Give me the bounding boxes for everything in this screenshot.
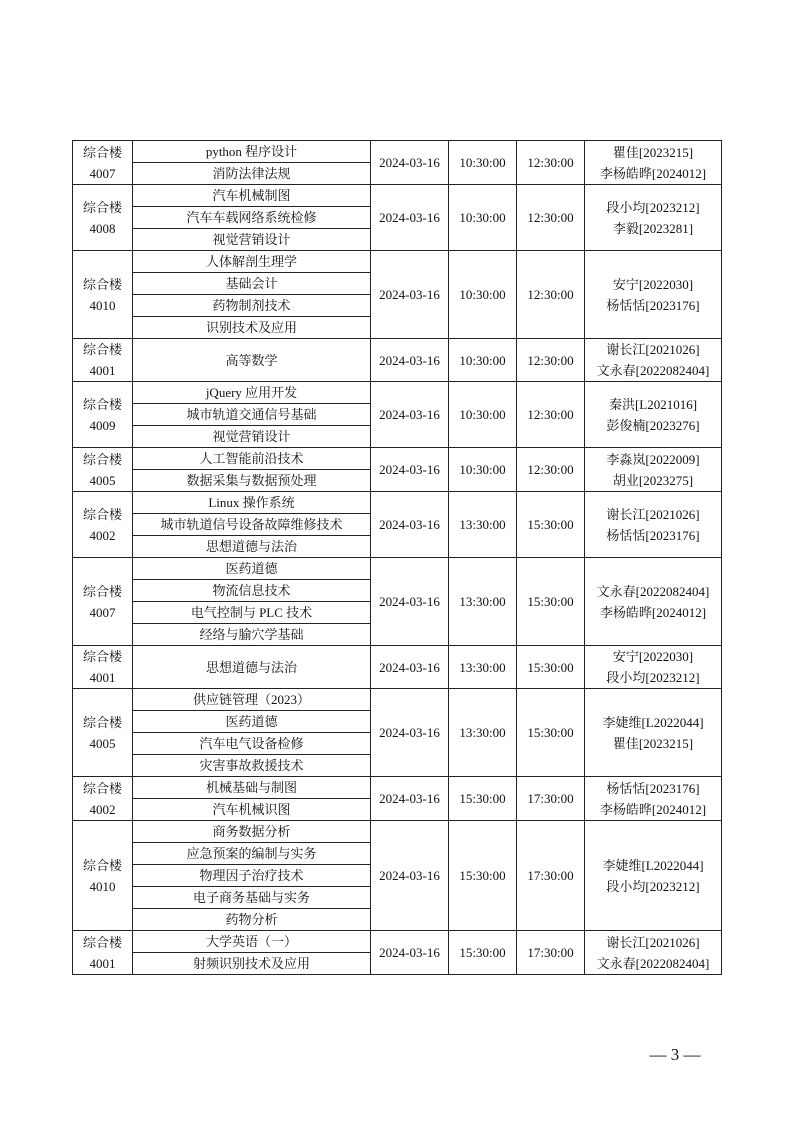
table-row: [73, 492, 722, 514]
invigilator-name: 李杨皓晔[2024012]: [599, 604, 707, 620]
date-cell: 2024-03-16: [371, 689, 449, 777]
end-time-cell: 12:30:00: [517, 448, 585, 492]
course-cell: 城市轨道信号设备故障维修技术: [133, 514, 371, 536]
invigilator-name: 段小均[2023212]: [606, 199, 700, 215]
room-number: 4002: [89, 801, 116, 817]
location-cell: [73, 448, 133, 492]
building-name: 综合楼: [82, 396, 122, 412]
invigilator-name: 杨恬恬[2023176]: [606, 527, 700, 543]
course-cell: 汽车电气设备检修: [133, 733, 371, 755]
start-time-cell: 10:30:00: [449, 251, 517, 339]
building-name: 综合楼: [82, 714, 122, 730]
building-name: 综合楼: [82, 857, 122, 873]
end-time-cell: 15:30:00: [517, 558, 585, 646]
table-row: [73, 821, 722, 843]
end-time-cell: 12:30:00: [517, 141, 585, 185]
invigilator-cell: [585, 492, 722, 558]
invigilator-name: 安宁[2022030]: [612, 276, 694, 292]
location-cell: [73, 141, 133, 185]
table-row: [73, 646, 722, 689]
invigilator-cell: [585, 646, 722, 689]
course-cell: 灾害事故救援技术: [133, 755, 371, 777]
course-cell: python 程序设计: [133, 141, 371, 163]
invigilator-name: 安宁[2022030]: [612, 649, 694, 664]
location-cell: [73, 185, 133, 251]
room-number: 4001: [89, 363, 116, 378]
room-number: 4009: [89, 417, 116, 433]
room-number: 4005: [89, 472, 116, 488]
course-cell: 供应链管理（2023）: [133, 689, 371, 711]
invigilator-name: 谢长江[2021026]: [606, 342, 700, 357]
date-cell: 2024-03-16: [371, 558, 449, 646]
room-number: 4010: [89, 878, 116, 894]
invigilator-cell: [585, 689, 722, 777]
start-time-cell: 15:30:00: [449, 777, 517, 821]
date-cell: 2024-03-16: [371, 931, 449, 975]
invigilator-name: 瞿佳[2023215]: [612, 144, 694, 160]
table-row: [73, 931, 722, 953]
room-number: 4005: [89, 735, 116, 751]
table-row: [73, 777, 722, 799]
end-time-cell: 12:30:00: [517, 382, 585, 448]
building-name: 综合楼: [82, 199, 122, 215]
course-cell: 机械基础与制图: [133, 777, 371, 799]
course-cell: 高等数学: [133, 339, 371, 382]
date-cell: 2024-03-16: [371, 339, 449, 382]
start-time-cell: 13:30:00: [449, 558, 517, 646]
start-time-cell: 13:30:00: [449, 646, 517, 689]
invigilator-cell: [585, 141, 722, 185]
location-cell: [73, 646, 133, 689]
end-time-cell: 17:30:00: [517, 931, 585, 975]
invigilator-name: 文永春[2022082404]: [596, 363, 710, 378]
room-number: 4002: [89, 527, 116, 543]
invigilator-cell: [585, 558, 722, 646]
course-cell: 人工智能前沿技术: [133, 448, 371, 470]
location-cell: [73, 339, 133, 382]
table-row: [73, 448, 722, 470]
course-cell: 射频识别技术及应用: [133, 953, 371, 975]
invigilator-cell: [585, 339, 722, 382]
start-time-cell: 10:30:00: [449, 382, 517, 448]
room-number: 4007: [89, 604, 116, 620]
end-time-cell: 12:30:00: [517, 251, 585, 339]
date-cell: 2024-03-16: [371, 646, 449, 689]
invigilator-name: 段小均[2023212]: [606, 878, 700, 894]
course-cell: 经络与腧穴学基础: [133, 624, 371, 646]
course-cell: 城市轨道交通信号基础: [133, 404, 371, 426]
invigilator-cell: [585, 448, 722, 492]
table-row: [73, 185, 722, 207]
location-cell: [73, 777, 133, 821]
end-time-cell: 17:30:00: [517, 821, 585, 931]
course-cell: 药物制剂技术: [133, 295, 371, 317]
room-number: 4007: [89, 165, 116, 181]
invigilator-name: 秦洪[L2021016]: [608, 396, 698, 412]
invigilator-cell: [585, 777, 722, 821]
invigilator-name: 李杨皓晔[2024012]: [599, 801, 707, 817]
end-time-cell: 12:30:00: [517, 339, 585, 382]
course-cell: 数据采集与数据预处理: [133, 470, 371, 492]
course-cell: 思想道德与法治: [133, 646, 371, 689]
invigilator-name: 李婕维[L2022044]: [602, 857, 704, 873]
room-number: 4001: [89, 955, 116, 971]
course-cell: 基础会计: [133, 273, 371, 295]
date-cell: 2024-03-16: [371, 185, 449, 251]
invigilator-cell: [585, 821, 722, 931]
location-cell: [73, 821, 133, 931]
date-cell: 2024-03-16: [371, 777, 449, 821]
invigilator-name: 杨恬恬[2023176]: [606, 297, 700, 313]
start-time-cell: 10:30:00: [449, 339, 517, 382]
course-cell: 汽车车载网络系统检修: [133, 207, 371, 229]
course-cell: 汽车机械制图: [133, 185, 371, 207]
location-cell: [73, 931, 133, 975]
schedule-body: [73, 141, 722, 975]
table-row: [73, 382, 722, 404]
start-time-cell: 15:30:00: [449, 821, 517, 931]
course-cell: 商务数据分析: [133, 821, 371, 843]
invigilator-name: 胡业[2023275]: [612, 472, 694, 488]
end-time-cell: 12:30:00: [517, 185, 585, 251]
start-time-cell: 13:30:00: [449, 689, 517, 777]
invigilator-name: 瞿佳[2023215]: [612, 735, 694, 751]
invigilator-name: 谢长江[2021026]: [606, 506, 700, 522]
start-time-cell: 10:30:00: [449, 448, 517, 492]
location-cell: [73, 251, 133, 339]
table-row: [73, 251, 722, 273]
location-cell: [73, 492, 133, 558]
building-name: 综合楼: [82, 144, 122, 160]
date-cell: 2024-03-16: [371, 251, 449, 339]
end-time-cell: 15:30:00: [517, 646, 585, 689]
invigilator-cell: [585, 931, 722, 975]
room-number: 4008: [89, 220, 116, 236]
invigilator-name: 文永春[2022082404]: [596, 583, 710, 599]
course-cell: 识别技术及应用: [133, 317, 371, 339]
course-cell: 汽车机械识图: [133, 799, 371, 821]
location-cell: [73, 558, 133, 646]
course-cell: 视觉营销设计: [133, 229, 371, 251]
course-cell: 物理因子治疗技术: [133, 865, 371, 887]
course-cell: 视觉营销设计: [133, 426, 371, 448]
building-name: 综合楼: [82, 934, 122, 950]
table-row: [73, 339, 722, 382]
date-cell: 2024-03-16: [371, 448, 449, 492]
location-cell: [73, 689, 133, 777]
date-cell: 2024-03-16: [371, 382, 449, 448]
location-cell: [73, 382, 133, 448]
course-cell: 人体解剖生理学: [133, 251, 371, 273]
page-number: — 3 —: [649, 1045, 701, 1064]
building-name: 综合楼: [82, 506, 122, 522]
invigilator-name: 段小均[2023212]: [606, 670, 700, 685]
course-cell: 大学英语（一）: [133, 931, 371, 953]
course-cell: 消防法律法规: [133, 163, 371, 185]
room-number: 4010: [89, 297, 116, 313]
invigilator-cell: [585, 251, 722, 339]
start-time-cell: 15:30:00: [449, 931, 517, 975]
course-cell: 应急预案的编制与实务: [133, 843, 371, 865]
course-cell: 药物分析: [133, 909, 371, 931]
end-time-cell: 17:30:00: [517, 777, 585, 821]
invigilator-name: 李杨皓晔[2024012]: [599, 165, 707, 181]
building-name: 综合楼: [82, 780, 122, 796]
building-name: 综合楼: [82, 342, 122, 357]
date-cell: 2024-03-16: [371, 821, 449, 931]
end-time-cell: 15:30:00: [517, 689, 585, 777]
table-row: [73, 689, 722, 711]
invigilator-cell: [585, 382, 722, 448]
course-cell: 电子商务基础与实务: [133, 887, 371, 909]
course-cell: jQuery 应用开发: [133, 382, 371, 404]
course-cell: 电气控制与 PLC 技术: [133, 602, 371, 624]
start-time-cell: 13:30:00: [449, 492, 517, 558]
invigilator-name: 李毅[2023281]: [612, 220, 694, 236]
start-time-cell: 10:30:00: [449, 141, 517, 185]
date-cell: 2024-03-16: [371, 492, 449, 558]
course-cell: 物流信息技术: [133, 580, 371, 602]
exam-schedule-table: [72, 140, 722, 975]
date-cell: 2024-03-16: [371, 141, 449, 185]
building-name: 综合楼: [82, 451, 122, 467]
invigilator-name: 李婕维[L2022044]: [602, 714, 704, 730]
course-cell: Linux 操作系统: [133, 492, 371, 514]
building-name: 综合楼: [82, 276, 122, 292]
course-cell: 思想道德与法治: [133, 536, 371, 558]
invigilator-name: 文永春[2022082404]: [596, 955, 710, 971]
invigilator-cell: [585, 185, 722, 251]
table-row: [73, 558, 722, 580]
end-time-cell: 15:30:00: [517, 492, 585, 558]
course-cell: 医药道德: [133, 711, 371, 733]
building-name: 综合楼: [82, 649, 122, 664]
invigilator-name: 谢长江[2021026]: [606, 934, 700, 950]
room-number: 4001: [89, 670, 116, 685]
start-time-cell: 10:30:00: [449, 185, 517, 251]
invigilator-name: 李淼岚[2022009]: [606, 451, 700, 467]
table-row: [73, 141, 722, 163]
invigilator-name: 彭俊楠[2023276]: [606, 417, 700, 433]
building-name: 综合楼: [82, 583, 122, 599]
invigilator-name: 杨恬恬[2023176]: [606, 780, 700, 796]
course-cell: 医药道德: [133, 558, 371, 580]
